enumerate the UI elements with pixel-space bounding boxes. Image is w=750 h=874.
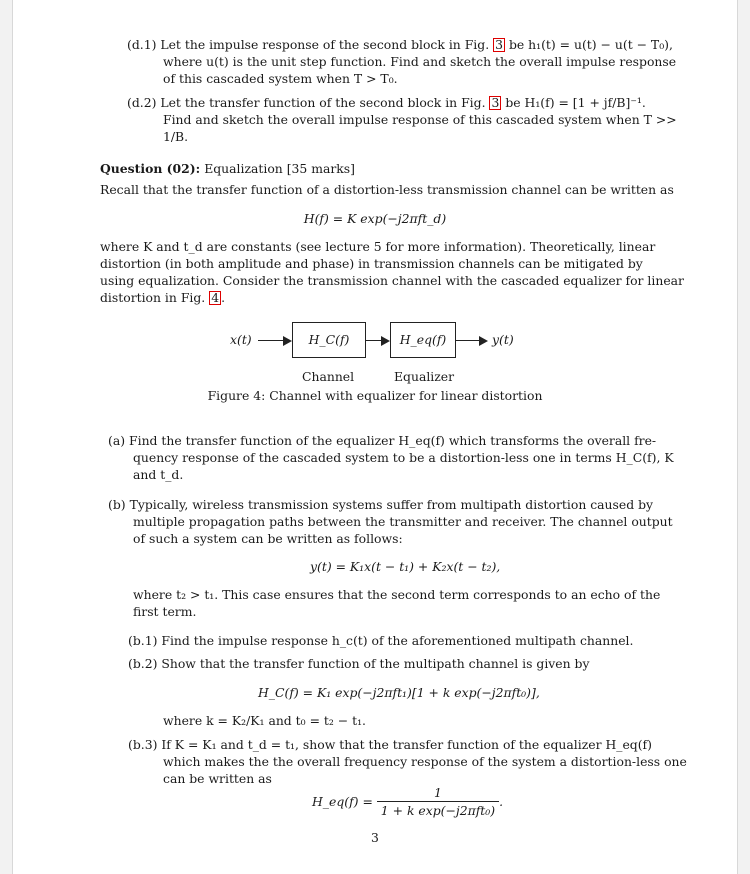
- equalizer-eq-lhs: H_eq(f) =: [312, 794, 373, 809]
- part-a-label: (a): [108, 433, 126, 448]
- question-para-l1: where K and t_d are constants (see lecture 5 for more information). Theoretically, linear: [100, 239, 656, 254]
- d2-line3: 1/B.: [163, 129, 189, 144]
- part-a-line2: quency response of the cascaded system to be a distortion-less one in terms H_C(f), K: [133, 450, 674, 465]
- b2-where: where k = K₂/K₁ and t₀ = t₂ − t₁.: [163, 713, 366, 728]
- fig-3-link[interactable]: 3: [491, 95, 500, 110]
- multipath-equation: y(t) = K₁x(t − t₁) + K₂x(t − t₂),: [310, 559, 501, 574]
- d2-label: (d.2): [127, 95, 157, 110]
- fig-4-link[interactable]: 4: [211, 290, 220, 305]
- figure-caption: Figure 4: Channel with equalizer for linear distortion: [207, 388, 543, 403]
- page-number: 3: [371, 830, 379, 845]
- part-b-line2: multiple propagation paths between the transmitter and receiver. The channel output: [133, 514, 673, 529]
- part-b-line3: of such a system can be written as follows:: [133, 531, 403, 546]
- b2-label: (b.2): [128, 656, 158, 671]
- b3-line1: (b.3) If K = K₁ and t_d = t₁, show that the transfer function of the equalizer H_eq(f): [128, 737, 652, 752]
- b3-line3: can be written as: [163, 771, 272, 786]
- d2-line1: (d.2) Let the transfer function of the second block in Fig. 3 be H₁(f) = [1 + jf/B]⁻¹.: [127, 95, 646, 110]
- d1-line2: where u(t) is the unit step function. Find and sketch the overall impulse response: [163, 54, 677, 69]
- part-b-line1: (b) Typically, wireless transmission systems suffer from multipath distortion caused by: [108, 497, 654, 512]
- question-para-l4: distortion in Fig. 4 .: [100, 290, 226, 305]
- signal-input: x(t): [230, 332, 252, 347]
- arrow-middle: [366, 340, 388, 341]
- b3-line2: which makes the the overall frequency response of the system a distortion-less one: [163, 754, 687, 769]
- equalizer-equation: H_eq(f) = $\frac{1}{\text{1 + k exp(−j2πft₀)}}$ .: [312, 785, 504, 818]
- d1-line1: (d.1) Let the impulse response of the second block in Fig. 3 be h₁(t) = u(t) − u(t − T₀),: [127, 37, 673, 52]
- question-intro: Recall that the transfer function of a distortion-less transmission channel can be written as: [100, 182, 674, 197]
- distortionless-equation: H(f) = K exp(−j2πft_d): [303, 211, 447, 226]
- b3-label: (b.3): [128, 737, 158, 752]
- d1-line3: of this cascaded system when T > T₀.: [163, 71, 398, 86]
- arrow-input: [258, 340, 290, 341]
- equalizer-fraction: [377, 785, 499, 820]
- page-margin-left: [0, 0, 12, 874]
- b2-line: (b.2) Show that the transfer function of the multipath channel is given by: [128, 656, 590, 671]
- page-margin-right: [738, 0, 750, 874]
- d2-line2: Find and sketch the overall impulse response of this cascaded system when T >>: [163, 112, 677, 127]
- b1-label: (b.1): [128, 633, 158, 648]
- channel-label: Channel: [302, 369, 355, 384]
- channel-block: H_C(f): [292, 322, 366, 358]
- d1-label: (d.1): [127, 37, 157, 52]
- multipath-transfer-equation: H_C(f) = K₁ exp(−j2πft₁)[1 + k exp(−j2πft₀)],: [258, 685, 540, 700]
- part-a-line3: and t_d.: [133, 467, 184, 482]
- b1-line: (b.1) Find the impulse response h_c(t) of the aforementioned multipath channel.: [128, 633, 634, 648]
- equalizer-label: Equalizer: [394, 369, 455, 384]
- arrow-output: [456, 340, 486, 341]
- part-b-after1: where t₂ > t₁. This case ensures that the second term corresponds to an echo of the: [133, 587, 661, 602]
- signal-output: y(t): [492, 332, 514, 347]
- equalizer-denominator: 1 + k exp(−j2πft₀): [380, 803, 496, 818]
- equalizer-numerator: 1: [377, 785, 499, 802]
- part-a-line1: (a) Find the transfer function of the equalizer H_eq(f) which transforms the overall fre-: [108, 433, 657, 448]
- question-para-l3: using equalization. Consider the transmission channel with the cascaded equalizer for linear: [100, 273, 684, 288]
- part-b-label: (b): [108, 497, 126, 512]
- question-para-l2: distortion (in both amplitude and phase) in transmission channels can be mitigated by: [100, 256, 643, 271]
- question-heading: Question (02): Equalization [35 marks]: [100, 161, 355, 176]
- part-b-after2: first term.: [133, 604, 197, 619]
- fig-3-link[interactable]: 3: [495, 37, 503, 52]
- equalizer-block: H_eq(f): [390, 322, 456, 358]
